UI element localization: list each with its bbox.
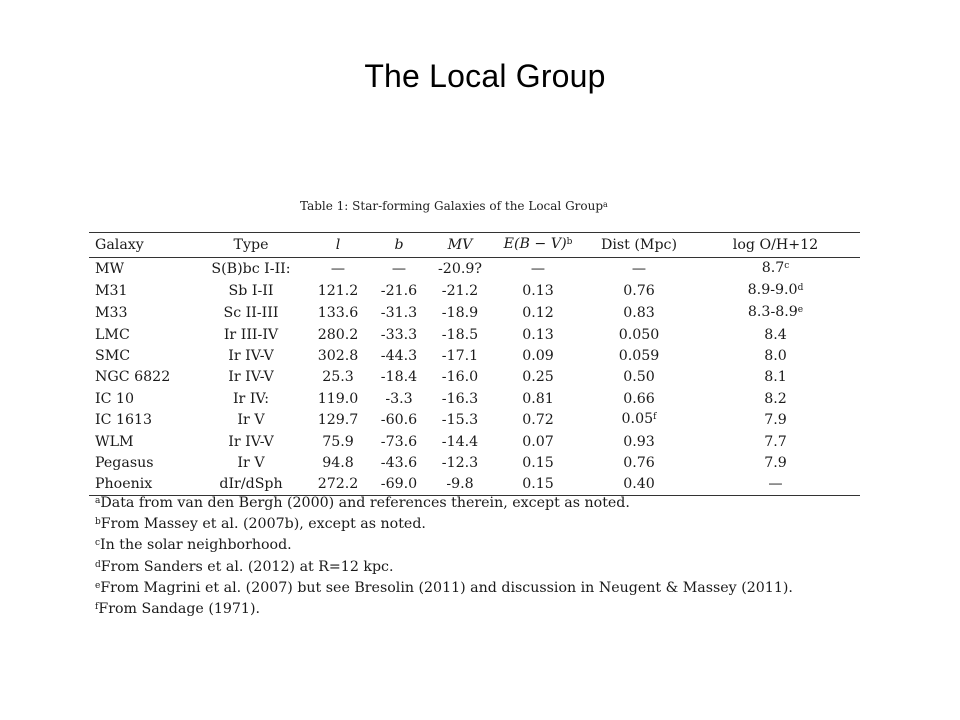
header-row bbox=[89, 233, 860, 258]
footnotes bbox=[95, 493, 915, 620]
cell-type bbox=[193, 324, 309, 345]
cell-galaxy bbox=[89, 324, 193, 345]
cell-b bbox=[367, 367, 431, 388]
cell-l-value: 129.7 bbox=[317, 412, 359, 429]
cell-oh-value: 8.9-9.0 bbox=[747, 282, 798, 298]
cell-oh-value: 8.4 bbox=[764, 326, 787, 343]
cell-b-value: -43.6 bbox=[380, 455, 418, 472]
table-row bbox=[89, 431, 860, 452]
footnote-text: Data from van den Bergh (2000) and references therein, except as noted. bbox=[100, 495, 630, 511]
cell-mv bbox=[431, 324, 489, 345]
cell-galaxy bbox=[89, 452, 193, 473]
cell-ebv bbox=[489, 302, 587, 324]
cell-oh bbox=[691, 367, 860, 388]
cell-ebv bbox=[489, 409, 587, 431]
cell-dist-value: 0.050 bbox=[618, 326, 660, 343]
cell-oh bbox=[691, 431, 860, 452]
cell-dist-value: 0.76 bbox=[623, 283, 655, 299]
cell-b-value: -60.6 bbox=[380, 412, 418, 429]
header-ebv-text: E(B − V) bbox=[503, 236, 567, 252]
cell-ebv bbox=[489, 367, 587, 388]
cell-ebv-value: 0.72 bbox=[522, 412, 554, 429]
cell-type-value: Ir V bbox=[237, 412, 265, 429]
cell-b-value: -18.4 bbox=[380, 369, 418, 386]
cell-b-value: -69.0 bbox=[380, 476, 418, 493]
footnote-mark: c bbox=[95, 538, 101, 549]
galaxy-table-header bbox=[89, 233, 860, 258]
cell-mv-value: -18.9 bbox=[441, 305, 479, 321]
cell-b-value: -73.6 bbox=[380, 433, 418, 450]
footnote-text: From Sanders et al. (2012) at R=12 kpc. bbox=[100, 558, 394, 575]
cell-galaxy bbox=[89, 345, 193, 366]
cell-mv bbox=[431, 452, 489, 473]
cell-b-value: — bbox=[391, 261, 407, 277]
cell-oh bbox=[691, 452, 860, 473]
cell-b bbox=[367, 452, 431, 473]
cell-ebv bbox=[489, 280, 587, 302]
cell-oh-value: 7.9 bbox=[764, 455, 787, 472]
footnote-mark: f bbox=[95, 601, 99, 612]
cell-oh-value: — bbox=[768, 476, 783, 493]
table-row bbox=[89, 324, 860, 345]
cell-galaxy-value: LMC bbox=[95, 326, 130, 343]
cell-mv bbox=[431, 258, 489, 281]
cell-oh-footnote-mark: d bbox=[797, 283, 804, 293]
table-caption bbox=[300, 199, 608, 213]
cell-ebv-value: 0.15 bbox=[522, 476, 554, 493]
cell-mv bbox=[431, 409, 489, 431]
cell-dist-value: 0.40 bbox=[623, 476, 655, 493]
cell-type-value: Ir IV-V bbox=[228, 369, 274, 386]
cell-b bbox=[367, 280, 431, 302]
cell-galaxy bbox=[89, 367, 193, 388]
table-row bbox=[89, 452, 860, 473]
cell-type bbox=[193, 409, 309, 431]
cell-ebv-value: 0.09 bbox=[522, 347, 554, 364]
cell-galaxy-value: M31 bbox=[95, 283, 128, 299]
cell-dist-value: 0.93 bbox=[623, 433, 655, 450]
cell-l-value: 121.2 bbox=[317, 283, 359, 299]
cell-l-value: 119.0 bbox=[317, 390, 359, 407]
table-row bbox=[89, 367, 860, 388]
cell-oh-value: 8.7 bbox=[761, 260, 785, 276]
header-b: b bbox=[394, 237, 404, 253]
cell-type-value: Ir IV: bbox=[232, 390, 270, 407]
cell-galaxy-value: IC 1613 bbox=[95, 412, 153, 429]
cell-l bbox=[309, 302, 367, 324]
cell-ebv-value: 0.15 bbox=[522, 455, 554, 472]
cell-ebv bbox=[489, 258, 587, 281]
cell-l-value: 280.2 bbox=[317, 326, 359, 343]
cell-dist bbox=[587, 302, 691, 324]
header-mv: MV bbox=[447, 237, 473, 253]
cell-type-value: Sc II-III bbox=[223, 305, 279, 321]
cell-dist-value: 0.66 bbox=[623, 390, 655, 407]
header-type: Type bbox=[233, 237, 269, 253]
cell-oh bbox=[691, 324, 860, 345]
cell-mv-value: -18.5 bbox=[441, 326, 479, 343]
galaxy-table bbox=[89, 232, 860, 496]
cell-mv-value: -14.4 bbox=[441, 433, 479, 450]
cell-galaxy bbox=[89, 280, 193, 302]
cell-l bbox=[309, 345, 367, 366]
cell-mv-value: -17.1 bbox=[441, 347, 479, 364]
cell-ebv-value: 0.13 bbox=[522, 326, 554, 343]
table-row bbox=[89, 302, 860, 324]
cell-b bbox=[367, 302, 431, 324]
cell-oh bbox=[691, 302, 860, 324]
footnote-mark: b bbox=[95, 517, 101, 528]
cell-oh bbox=[691, 388, 860, 409]
cell-galaxy-value: MW bbox=[95, 261, 125, 277]
cell-mv-value: -12.3 bbox=[441, 455, 479, 472]
table-row bbox=[89, 280, 860, 302]
cell-mv-value: -20.9? bbox=[438, 261, 482, 277]
cell-mv bbox=[431, 302, 489, 324]
cell-type bbox=[193, 280, 309, 302]
cell-oh-value: 8.2 bbox=[764, 390, 787, 407]
cell-oh-footnote-mark: e bbox=[797, 305, 804, 315]
cell-type-value: dIr/dSph bbox=[219, 476, 283, 493]
cell-dist bbox=[587, 452, 691, 473]
cell-type bbox=[193, 452, 309, 473]
cell-mv-value: -9.8 bbox=[446, 476, 474, 493]
cell-oh bbox=[691, 280, 860, 302]
cell-dist-value: 0.83 bbox=[623, 305, 655, 321]
cell-galaxy bbox=[89, 388, 193, 409]
cell-b-value: -21.6 bbox=[380, 283, 418, 299]
cell-dist bbox=[587, 409, 691, 431]
header-l: l bbox=[335, 237, 341, 253]
cell-mv-value: -16.0 bbox=[441, 369, 479, 386]
cell-l bbox=[309, 409, 367, 431]
cell-b bbox=[367, 345, 431, 366]
cell-mv bbox=[431, 388, 489, 409]
cell-dist-value: 0.059 bbox=[618, 347, 660, 364]
footnote-mark: a bbox=[95, 496, 101, 506]
header-oh: log O/H+12 bbox=[732, 237, 819, 253]
cell-oh bbox=[691, 409, 860, 431]
footnote-text: From Magrini et al. (2007) but see Bresolin (2011) and discussion in Neugent & Massey (2011). bbox=[100, 579, 793, 596]
cell-mv bbox=[431, 431, 489, 452]
cell-oh-value: 8.1 bbox=[764, 369, 787, 386]
cell-galaxy bbox=[89, 409, 193, 431]
cell-type bbox=[193, 431, 309, 452]
cell-ebv-value: 0.25 bbox=[522, 369, 554, 386]
cell-galaxy bbox=[89, 302, 193, 324]
cell-type bbox=[193, 258, 309, 281]
cell-l bbox=[309, 367, 367, 388]
table-caption-footnote-mark: a bbox=[603, 200, 608, 209]
cell-l-value: 75.9 bbox=[322, 433, 354, 450]
cell-b-value: -33.3 bbox=[380, 326, 418, 343]
cell-ebv-value: 0.12 bbox=[522, 305, 554, 321]
cell-type-value: Ir III-IV bbox=[223, 326, 279, 343]
cell-mv bbox=[431, 280, 489, 302]
cell-mv-value: -16.3 bbox=[441, 390, 479, 407]
cell-b bbox=[367, 409, 431, 431]
cell-oh-value: 8.0 bbox=[764, 347, 787, 364]
footnote-text: In the solar neighborhood. bbox=[100, 537, 292, 554]
cell-galaxy bbox=[89, 258, 193, 281]
cell-l-value: 94.8 bbox=[322, 455, 354, 472]
cell-dist-value: 0.50 bbox=[623, 369, 655, 386]
footnote-mark: e bbox=[95, 580, 101, 591]
table-row bbox=[89, 345, 860, 366]
cell-ebv bbox=[489, 452, 587, 473]
cell-dist bbox=[587, 367, 691, 388]
cell-l bbox=[309, 388, 367, 409]
cell-dist bbox=[587, 280, 691, 302]
cell-type-value: S(B)bc I-II: bbox=[211, 261, 291, 277]
cell-dist bbox=[587, 345, 691, 366]
header-galaxy: Galaxy bbox=[95, 237, 144, 253]
cell-mv-value: -21.2 bbox=[441, 283, 479, 299]
cell-oh bbox=[691, 258, 860, 281]
footnote bbox=[95, 578, 915, 599]
cell-mv bbox=[431, 367, 489, 388]
footnote-text: From Sandage (1971). bbox=[98, 600, 261, 617]
cell-dist bbox=[587, 388, 691, 409]
cell-l-value: 133.6 bbox=[317, 305, 359, 321]
cell-galaxy bbox=[89, 431, 193, 452]
cell-galaxy-value: NGC 6822 bbox=[95, 369, 171, 386]
slide-title: The Local Group bbox=[364, 58, 606, 94]
table-row bbox=[89, 258, 860, 281]
cell-l bbox=[309, 280, 367, 302]
cell-l-value: 302.8 bbox=[317, 347, 359, 364]
cell-b bbox=[367, 388, 431, 409]
galaxy-table-body bbox=[89, 258, 860, 496]
cell-oh-footnote-mark: c bbox=[784, 261, 790, 271]
table-caption-text: Table 1: Star-forming Galaxies of the Local Group bbox=[300, 199, 604, 213]
cell-dist bbox=[587, 258, 691, 281]
cell-b bbox=[367, 258, 431, 281]
cell-dist bbox=[587, 431, 691, 452]
cell-l bbox=[309, 258, 367, 281]
footnote bbox=[95, 514, 915, 535]
footnote-text: From Massey et al. (2007b), except as noted. bbox=[100, 516, 426, 533]
cell-ebv bbox=[489, 345, 587, 366]
footnote bbox=[95, 557, 915, 578]
cell-oh-value: 7.9 bbox=[764, 412, 787, 429]
footnote bbox=[95, 493, 915, 514]
cell-l bbox=[309, 324, 367, 345]
cell-type bbox=[193, 302, 309, 324]
cell-ebv-value: — bbox=[530, 261, 546, 277]
cell-type-value: Ir V bbox=[237, 455, 265, 472]
footnote bbox=[95, 535, 915, 556]
cell-type-value: Ir IV-V bbox=[228, 347, 274, 364]
cell-galaxy-value: M33 bbox=[95, 305, 128, 321]
cell-mv-value: -15.3 bbox=[441, 412, 479, 429]
cell-dist-footnote-mark: f bbox=[653, 412, 657, 423]
cell-b-value: -31.3 bbox=[380, 305, 418, 321]
cell-ebv bbox=[489, 388, 587, 409]
cell-b bbox=[367, 431, 431, 452]
cell-ebv bbox=[489, 324, 587, 345]
cell-oh-value: 7.7 bbox=[764, 433, 787, 450]
cell-galaxy-value: IC 10 bbox=[95, 390, 135, 407]
cell-ebv-value: 0.13 bbox=[522, 283, 554, 299]
footnote-mark: d bbox=[95, 559, 101, 570]
cell-type bbox=[193, 345, 309, 366]
cell-dist-value: 0.76 bbox=[623, 455, 655, 472]
cell-l-value: — bbox=[330, 261, 346, 277]
cell-b-value: -3.3 bbox=[385, 390, 413, 407]
cell-b-value: -44.3 bbox=[380, 347, 418, 364]
cell-type bbox=[193, 367, 309, 388]
cell-ebv bbox=[489, 431, 587, 452]
cell-oh-value: 8.3-8.9 bbox=[747, 304, 798, 320]
header-ebv-footnote-mark: b bbox=[566, 237, 573, 247]
table-row bbox=[89, 388, 860, 409]
cell-dist-value: 0.05 bbox=[621, 411, 654, 428]
cell-type bbox=[193, 388, 309, 409]
header-ebv bbox=[489, 233, 587, 258]
cell-ebv-value: 0.07 bbox=[522, 433, 554, 450]
cell-mv bbox=[431, 345, 489, 366]
cell-b bbox=[367, 324, 431, 345]
cell-type-value: Ir IV-V bbox=[228, 433, 274, 450]
cell-ebv-value: 0.81 bbox=[522, 390, 554, 407]
cell-l-value: 25.3 bbox=[322, 369, 354, 386]
cell-galaxy-value: Phoenix bbox=[95, 476, 153, 493]
cell-oh bbox=[691, 345, 860, 366]
cell-dist bbox=[587, 324, 691, 345]
cell-galaxy-value: WLM bbox=[95, 433, 134, 450]
cell-dist-value: — bbox=[631, 261, 647, 277]
table-row bbox=[89, 409, 860, 431]
header-dist: Dist (Mpc) bbox=[600, 237, 678, 253]
footnote bbox=[95, 599, 915, 620]
cell-l bbox=[309, 431, 367, 452]
cell-l bbox=[309, 452, 367, 473]
cell-galaxy-value: Pegasus bbox=[95, 455, 154, 472]
cell-type-value: Sb I-II bbox=[228, 283, 274, 299]
cell-l-value: 272.2 bbox=[317, 476, 359, 493]
cell-galaxy-value: SMC bbox=[95, 347, 131, 364]
